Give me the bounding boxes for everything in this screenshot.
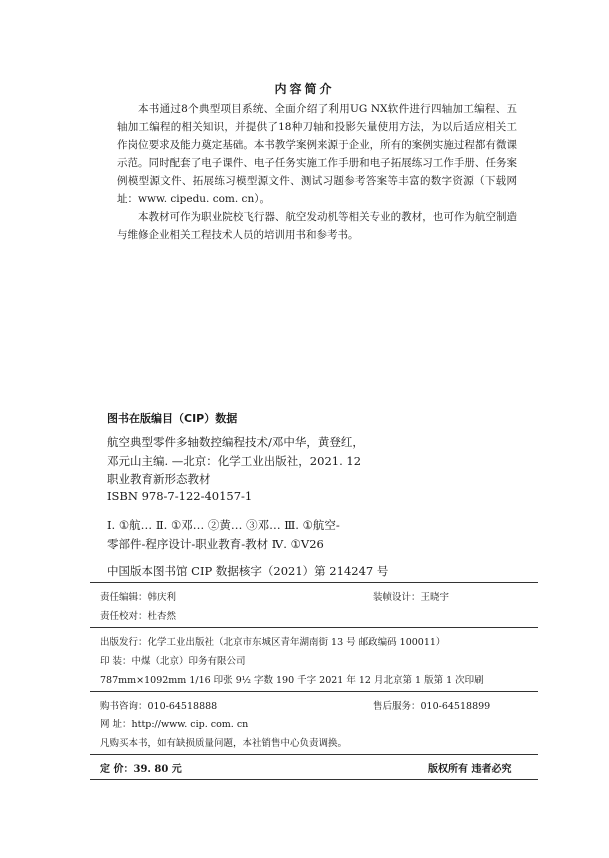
cip-classification-line-1: Ⅰ. ①航… Ⅱ. ①邓… ②黄… ③邓… Ⅲ. ①航空-: [107, 518, 340, 532]
summary-title: 内容简介: [274, 82, 335, 96]
print-specs: 787mm×1092mm 1/16 印张 9½ 字数 190 千字 2021 年 12 月北京第 1 版第 1 次印刷: [100, 675, 484, 686]
cip-number-line: 中国版本图书馆 CIP 数据核字（2021）第 214247 号: [107, 564, 389, 578]
summary-paragraph-1: 本书通过8个典型项目系统、全面介绍了利用UG NX软件进行四轴加工编程、五轴加工编程的相关知识，并提供了18种刀轴和投影矢量使用方法，为以后适应相关工作岗位要求及能力奠定基础。本书教学案例来源于企业，所有的案例实施过程都有微课示范。同时配套了电子课件、电子任务实施工作手册和电子拓展练习工作手册、任务案例模型源文件、拓展练习模型源文件、测试习题参考答案等丰富的数字资源（下载网址：www. cipedu. com. cn）。: [117, 103, 517, 205]
divider: [90, 754, 538, 755]
summary-paragraph-2: 本教材可作为职业院校飞行器、航空发动机等相关专业的教材，也可作为航空制造与维修企业相关工程技术人员的培训用书和参考书。: [117, 211, 517, 241]
printer-info: 印 装：中煤（北京）印务有限公司: [100, 656, 246, 667]
price: 定 价：39. 80 元: [100, 764, 182, 775]
cip-series-line: 职业教育新形态教材: [107, 472, 211, 486]
purchase-hotline: 购书咨询：010-64518888: [100, 701, 218, 712]
cip-heading: 图书在版编目（CIP）数据: [107, 412, 238, 425]
after-sales-hotline: 售后服务：010-64518899: [373, 701, 491, 712]
divider: [90, 779, 538, 780]
divider: [90, 691, 538, 692]
website: 网 址：http://www. cip. com. cn: [100, 719, 249, 730]
cip-title-line: 航空典型零件多轴数控编程技术/邓中华，黄登红，: [107, 435, 364, 449]
responsible-proofreader: 责任校对：杜杏然: [100, 611, 177, 622]
cip-classification-line-2: 零部件-程序设计-职业教育-教材 Ⅳ. ①V26: [107, 537, 324, 551]
cip-publisher-line: 邓元山主编. —北京：化学工业出版社，2021. 12: [107, 454, 362, 468]
responsible-editor: 责任编辑：韩庆利: [100, 592, 177, 603]
quality-notice: 凡购买本书，如有缺损质量问题，本社销售中心负责调换。: [100, 738, 348, 749]
publisher-info: 出版发行：化学工业出版社（北京市东城区青年湖南街 13 号 邮政编码 100011）: [100, 637, 446, 648]
divider: [90, 582, 538, 583]
divider: [90, 627, 538, 628]
cip-isbn-line: ISBN 978-7-122-40157-1: [107, 489, 253, 503]
cover-designer: 装帧设计：王晓宇: [373, 592, 450, 603]
copyright-notice: 版权所有 违者必究: [428, 764, 512, 775]
